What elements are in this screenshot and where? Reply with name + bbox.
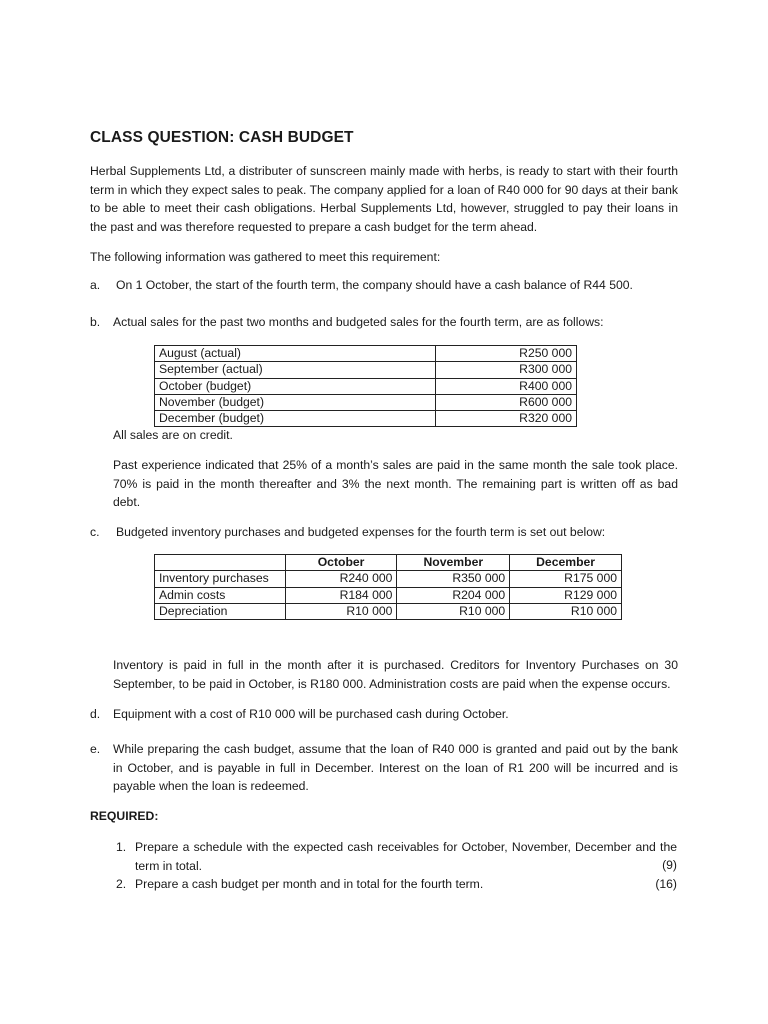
- task-2-text: Prepare a cash budget per month and in total for the fourth term.: [135, 877, 484, 891]
- item-a-text: On 1 October, the start of the fourth term, the company should have a cash balance of R44 500.: [116, 278, 633, 292]
- collection-pattern-text: Past experience indicated that 25% of a month’s sales are paid in the same month the sale took place. 70% is paid in the month thereafter and 3% the next month. The remaining part is written off as bad debt.: [113, 458, 678, 510]
- item-e-text: While preparing the cash budget, assume that the loan of R40 000 is granted and paid out by the bank in October, and is payable in full in December. Interest on the loan of R1 200 will be incurred and is payable when the loan is redeemed.: [113, 742, 678, 794]
- task-1-number: 1.: [116, 840, 127, 854]
- sales-amount: R250 000: [436, 346, 577, 362]
- item-d-text: Equipment with a cost of R10 000 will be purchased cash during October.: [113, 707, 509, 721]
- sales-period: September (actual): [155, 362, 436, 378]
- cell-november: R10 000: [397, 603, 510, 619]
- cell-december: R10 000: [510, 603, 622, 619]
- sales-table: [154, 345, 577, 427]
- header-december: December: [510, 555, 622, 571]
- item-a-label: a.: [90, 278, 101, 292]
- sales-amount: R600 000: [436, 394, 577, 410]
- cell-october: R184 000: [285, 587, 397, 603]
- task-1-marks: (9): [662, 858, 677, 872]
- cell-november: R204 000: [397, 587, 510, 603]
- item-d-label: d.: [90, 707, 101, 721]
- row-label: Inventory purchases: [155, 571, 286, 587]
- item-b-text: Actual sales for the past two months and budgeted sales for the fourth term, are as follows:: [113, 315, 604, 329]
- row-label: Admin costs: [155, 587, 286, 603]
- sales-period: August (actual): [155, 346, 436, 362]
- table-row: [155, 394, 577, 410]
- header-october: October: [285, 555, 397, 571]
- sales-amount: R400 000: [436, 378, 577, 394]
- sales-period: October (budget): [155, 378, 436, 394]
- lead-in-text: The following information was gathered to meet this requirement:: [90, 250, 441, 264]
- item-e-label: e.: [90, 742, 101, 756]
- sales-period: November (budget): [155, 394, 436, 410]
- task-2-marks: (16): [655, 877, 677, 891]
- cell-november: R350 000: [397, 571, 510, 587]
- credit-sales-note: All sales are on credit.: [113, 428, 233, 442]
- cell-october: R10 000: [285, 603, 397, 619]
- table-row: [155, 603, 622, 619]
- sales-amount: R320 000: [436, 411, 577, 427]
- cell-october: R240 000: [285, 571, 397, 587]
- header-blank: [155, 555, 286, 571]
- cell-december: R129 000: [510, 587, 622, 603]
- table-row: [155, 378, 577, 394]
- sales-amount: R300 000: [436, 362, 577, 378]
- task-2-number: 2.: [116, 877, 127, 891]
- required-heading: REQUIRED:: [90, 809, 159, 823]
- item-c-label: c.: [90, 525, 100, 539]
- table-row: [155, 587, 622, 603]
- table-row: [155, 571, 622, 587]
- task-1-text: Prepare a schedule with the expected cash receivables for October, November, December and the term in total.: [135, 840, 677, 873]
- item-c-text: Budgeted inventory purchases and budgeted expenses for the fourth term is set out below:: [116, 525, 606, 539]
- intro-paragraph: Herbal Supplements Ltd, a distributer of sunscreen mainly made with herbs, is ready to start with their fourth term in which they expect sales to peak. The company applied for a loan of R40 000 for 90 days at their bank to be able to meet their cash obligations. Herbal Supplements Ltd, however, struggled to pay their loans in the past and was therefore requested to prepare a cash budget for the term ahead.: [90, 164, 678, 234]
- expense-table: [154, 554, 622, 620]
- header-november: November: [397, 555, 510, 571]
- table-row: [155, 346, 577, 362]
- table-row: [155, 362, 577, 378]
- row-label: Depreciation: [155, 603, 286, 619]
- table-header-row: [155, 555, 622, 571]
- sales-period: December (budget): [155, 411, 436, 427]
- inventory-payment-note: Inventory is paid in full in the month after it is purchased. Creditors for Inventory Purchases on 30 September, to be paid in October, is R180 000. Administration costs are paid when the expense occurs.: [113, 658, 678, 691]
- cell-december: R175 000: [510, 571, 622, 587]
- item-b-label: b.: [90, 315, 101, 329]
- document-title: CLASS QUESTION: CASH BUDGET: [90, 129, 354, 146]
- table-row: [155, 411, 577, 427]
